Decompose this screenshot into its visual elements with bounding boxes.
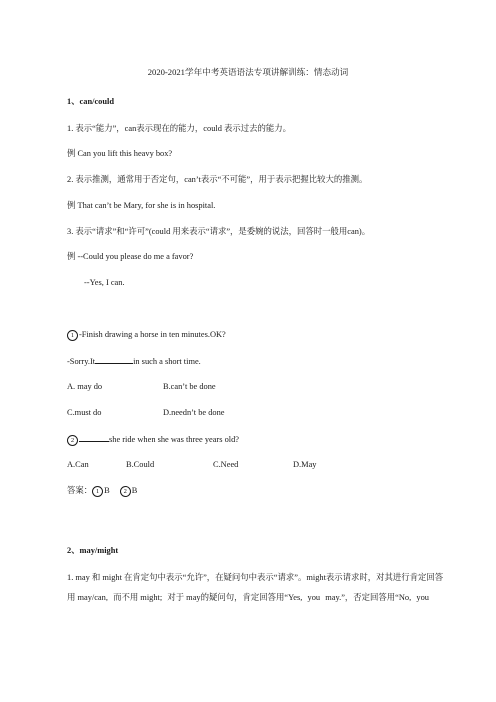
line-2-part-c: 对于 may的疑问句，肯定回答用“Yes, bbox=[167, 593, 303, 602]
question-2-option-b: B.Could bbox=[126, 460, 155, 469]
line-2-part-d: you bbox=[307, 593, 321, 602]
line-2-part-a: 用 may/can, bbox=[67, 593, 108, 602]
line-2-part-b: 而不用 might; bbox=[113, 593, 163, 602]
question-1-option-b: B.can’t be done bbox=[163, 382, 216, 391]
example-3-answer: --Yes, I can. bbox=[84, 278, 125, 287]
line-2-part-e: may.”，否定回答用“No, bbox=[325, 593, 412, 602]
question-1-prefix: -Sorry.It bbox=[67, 357, 96, 366]
section-heading-may-might: 2、may/might bbox=[67, 546, 119, 555]
line-2-part-f: you bbox=[416, 593, 429, 602]
question-2-number: 2 bbox=[67, 435, 78, 446]
answer-label: 答案： bbox=[67, 486, 93, 495]
question-1-option-d: D.needn’t be done bbox=[163, 408, 225, 417]
question-1-option-c: C.must do bbox=[67, 408, 102, 417]
rule-2-speculation: 2. 表示推测，通常用于否定句，can’t表示“不可能”，用于表示把握比较大的推测。 bbox=[67, 175, 368, 184]
question-2-option-c: C.Need bbox=[213, 460, 239, 469]
answer-blank bbox=[79, 433, 109, 442]
rule-may-might-line-1: 1. may 和 might 在肯定句中表示“允许”，在疑问句中表示“请求”。might表示请求时，对其进行肯定回答 bbox=[67, 573, 444, 582]
answer-1-value: B bbox=[104, 486, 110, 495]
rule-may-might-line-2 bbox=[67, 592, 429, 603]
question-1-option-a: A. may do bbox=[67, 382, 103, 391]
answer-2-value: B bbox=[131, 486, 138, 495]
rule-3-request: 3. 表示“请求”和“许可”(could 用来表示“请求”，是委婉的说法，回答时一般用can)。 bbox=[67, 227, 371, 236]
question-1-suffix: in such a short time. bbox=[133, 357, 201, 366]
answer-1-number: 1 bbox=[92, 486, 103, 497]
rule-1-ability: 1. 表示“能力”，can表示现在的能力，could 表示过去的能力。 bbox=[67, 124, 292, 133]
question-2-option-a: A.Can bbox=[67, 460, 89, 469]
question-1-line-1 bbox=[67, 329, 226, 341]
question-2-line bbox=[67, 433, 239, 446]
page-title: 2020-2021学年中考英语语法专项讲解训练：情态动词 bbox=[147, 67, 349, 77]
answer-key bbox=[67, 485, 137, 497]
question-1-prompt: -Finish drawing a horse in ten minutes.OK? bbox=[79, 330, 226, 339]
answer-2-number: 2 bbox=[120, 486, 131, 497]
question-2-prompt: she ride when she was three years old? bbox=[109, 435, 239, 444]
question-1-line-2 bbox=[67, 355, 201, 367]
answer-blank bbox=[95, 355, 133, 364]
question-2-option-d: D.May bbox=[293, 460, 317, 469]
example-3-question: 例 --Could you please do me a favor? bbox=[67, 252, 194, 261]
section-heading-can-could: 1、can/could bbox=[67, 97, 114, 106]
example-2: 例 That can’t be Mary, for she is in hospital. bbox=[67, 201, 216, 210]
question-1-number: 1 bbox=[67, 330, 78, 341]
example-1: 例 Can you lift this heavy box? bbox=[67, 149, 173, 158]
